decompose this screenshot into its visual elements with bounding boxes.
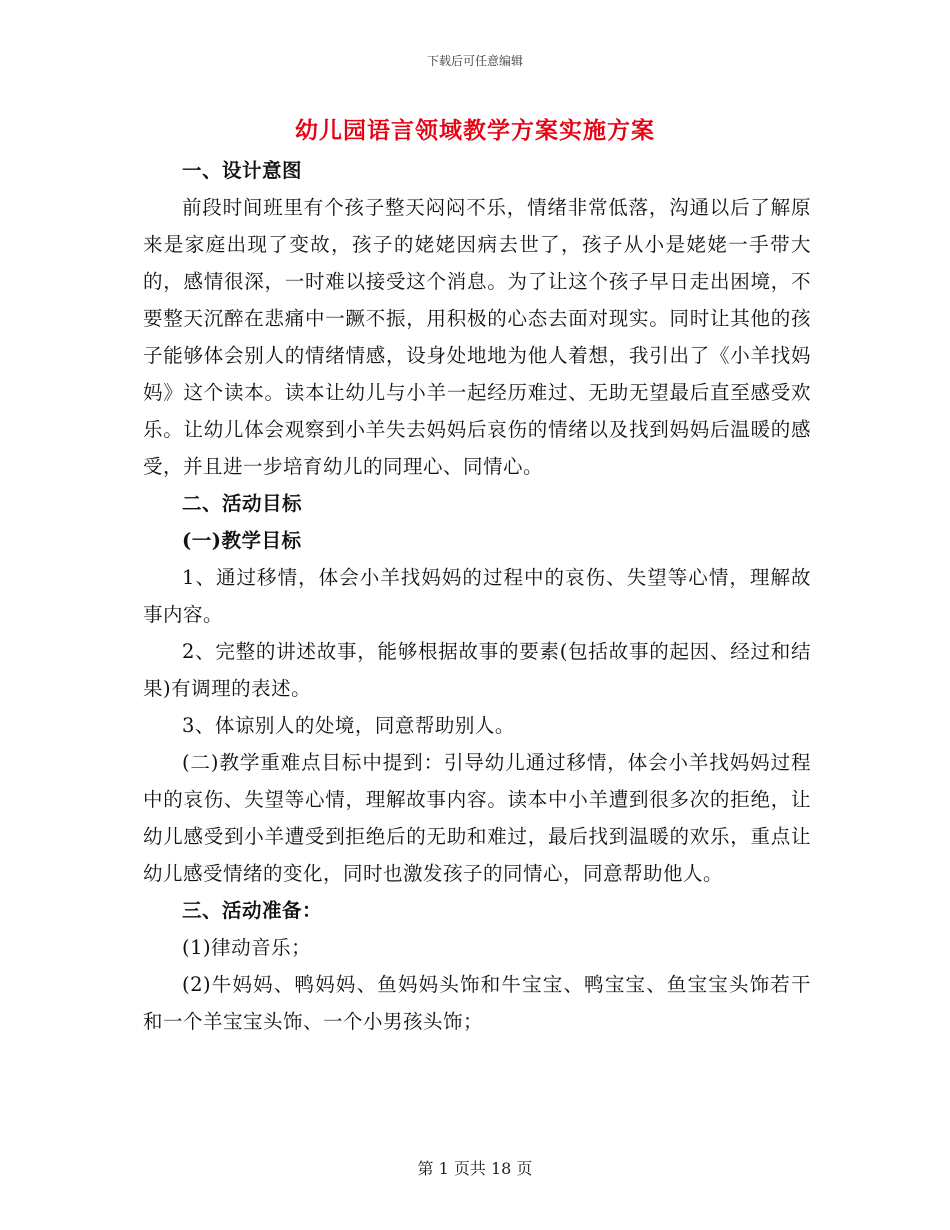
section-heading-activity-goals: 二、活动目标 xyxy=(182,492,303,515)
page-footer: 第 1 页共 18 页 xyxy=(417,1159,533,1178)
header-note: 下载后可任意编辑 xyxy=(426,54,523,68)
preparation-item-2: (2)牛妈妈、鸭妈妈、鱼妈妈头饰和牛宝宝、鸭宝宝、鱼宝宝头饰若干和一个羊宝宝头饰、一个小男孩头饰； xyxy=(143,973,811,1033)
section-heading-design-intent: 一、设计意图 xyxy=(182,159,303,182)
document-title: 幼儿园语言领域教学方案实施方案 xyxy=(295,117,655,144)
preparation-item-1: (1)律动音乐； xyxy=(182,936,312,959)
goal-item-3: 3、体谅别人的处境，同意帮助别人。 xyxy=(182,714,515,737)
document-body xyxy=(143,152,811,1040)
goal-item-2: 2、完整的讲述故事，能够根据故事的要素(包括故事的起因、经过和结果)有调理的表述。 xyxy=(143,640,811,700)
subheading-teaching-goals: (一)教学目标 xyxy=(182,529,302,552)
paragraph-design-intent: 前段时间班里有个孩子整天闷闷不乐，情绪非常低落，沟通以后了解原来是家庭出现了变故，孩子的姥姥因病去世了，孩子从小是姥姥一手带大的，感情很深，一时难以接受这个消息。为了让这个孩子早日走出困境，不要整天沉醉在悲痛中一蹶不振，用积极的心态去面对现实。同时让其他的孩子能够体会别人的情绪情感，设身处地地为他人着想，我引出了《小羊找妈妈》这个读本。读本让幼儿与小羊一起经历难过、无助无望最后直至感受欢乐。让幼儿体会观察到小羊失去妈妈后哀伤的情绪以及找到妈妈后温暖的感受，并且进一步培育幼儿的同理心、同情心。 xyxy=(143,196,811,478)
section-heading-preparation: 三、活动准备： xyxy=(182,899,323,922)
goal-item-1: 1、通过移情，体会小羊找妈妈的过程中的哀伤、失望等心情，理解故事内容。 xyxy=(143,566,811,626)
paragraph-key-difficulties: (二)教学重难点目标中提到：引导幼儿通过移情，体会小羊找妈妈过程中的哀伤、失望等心情，理解故事内容。读本中小羊遭到很多次的拒绝，让幼儿感受到小羊遭受到拒绝后的无助和难过，最后找到温暖的欢乐，重点让幼儿感受情绪的变化，同时也激发孩子的同情心，同意帮助他人。 xyxy=(143,751,811,885)
